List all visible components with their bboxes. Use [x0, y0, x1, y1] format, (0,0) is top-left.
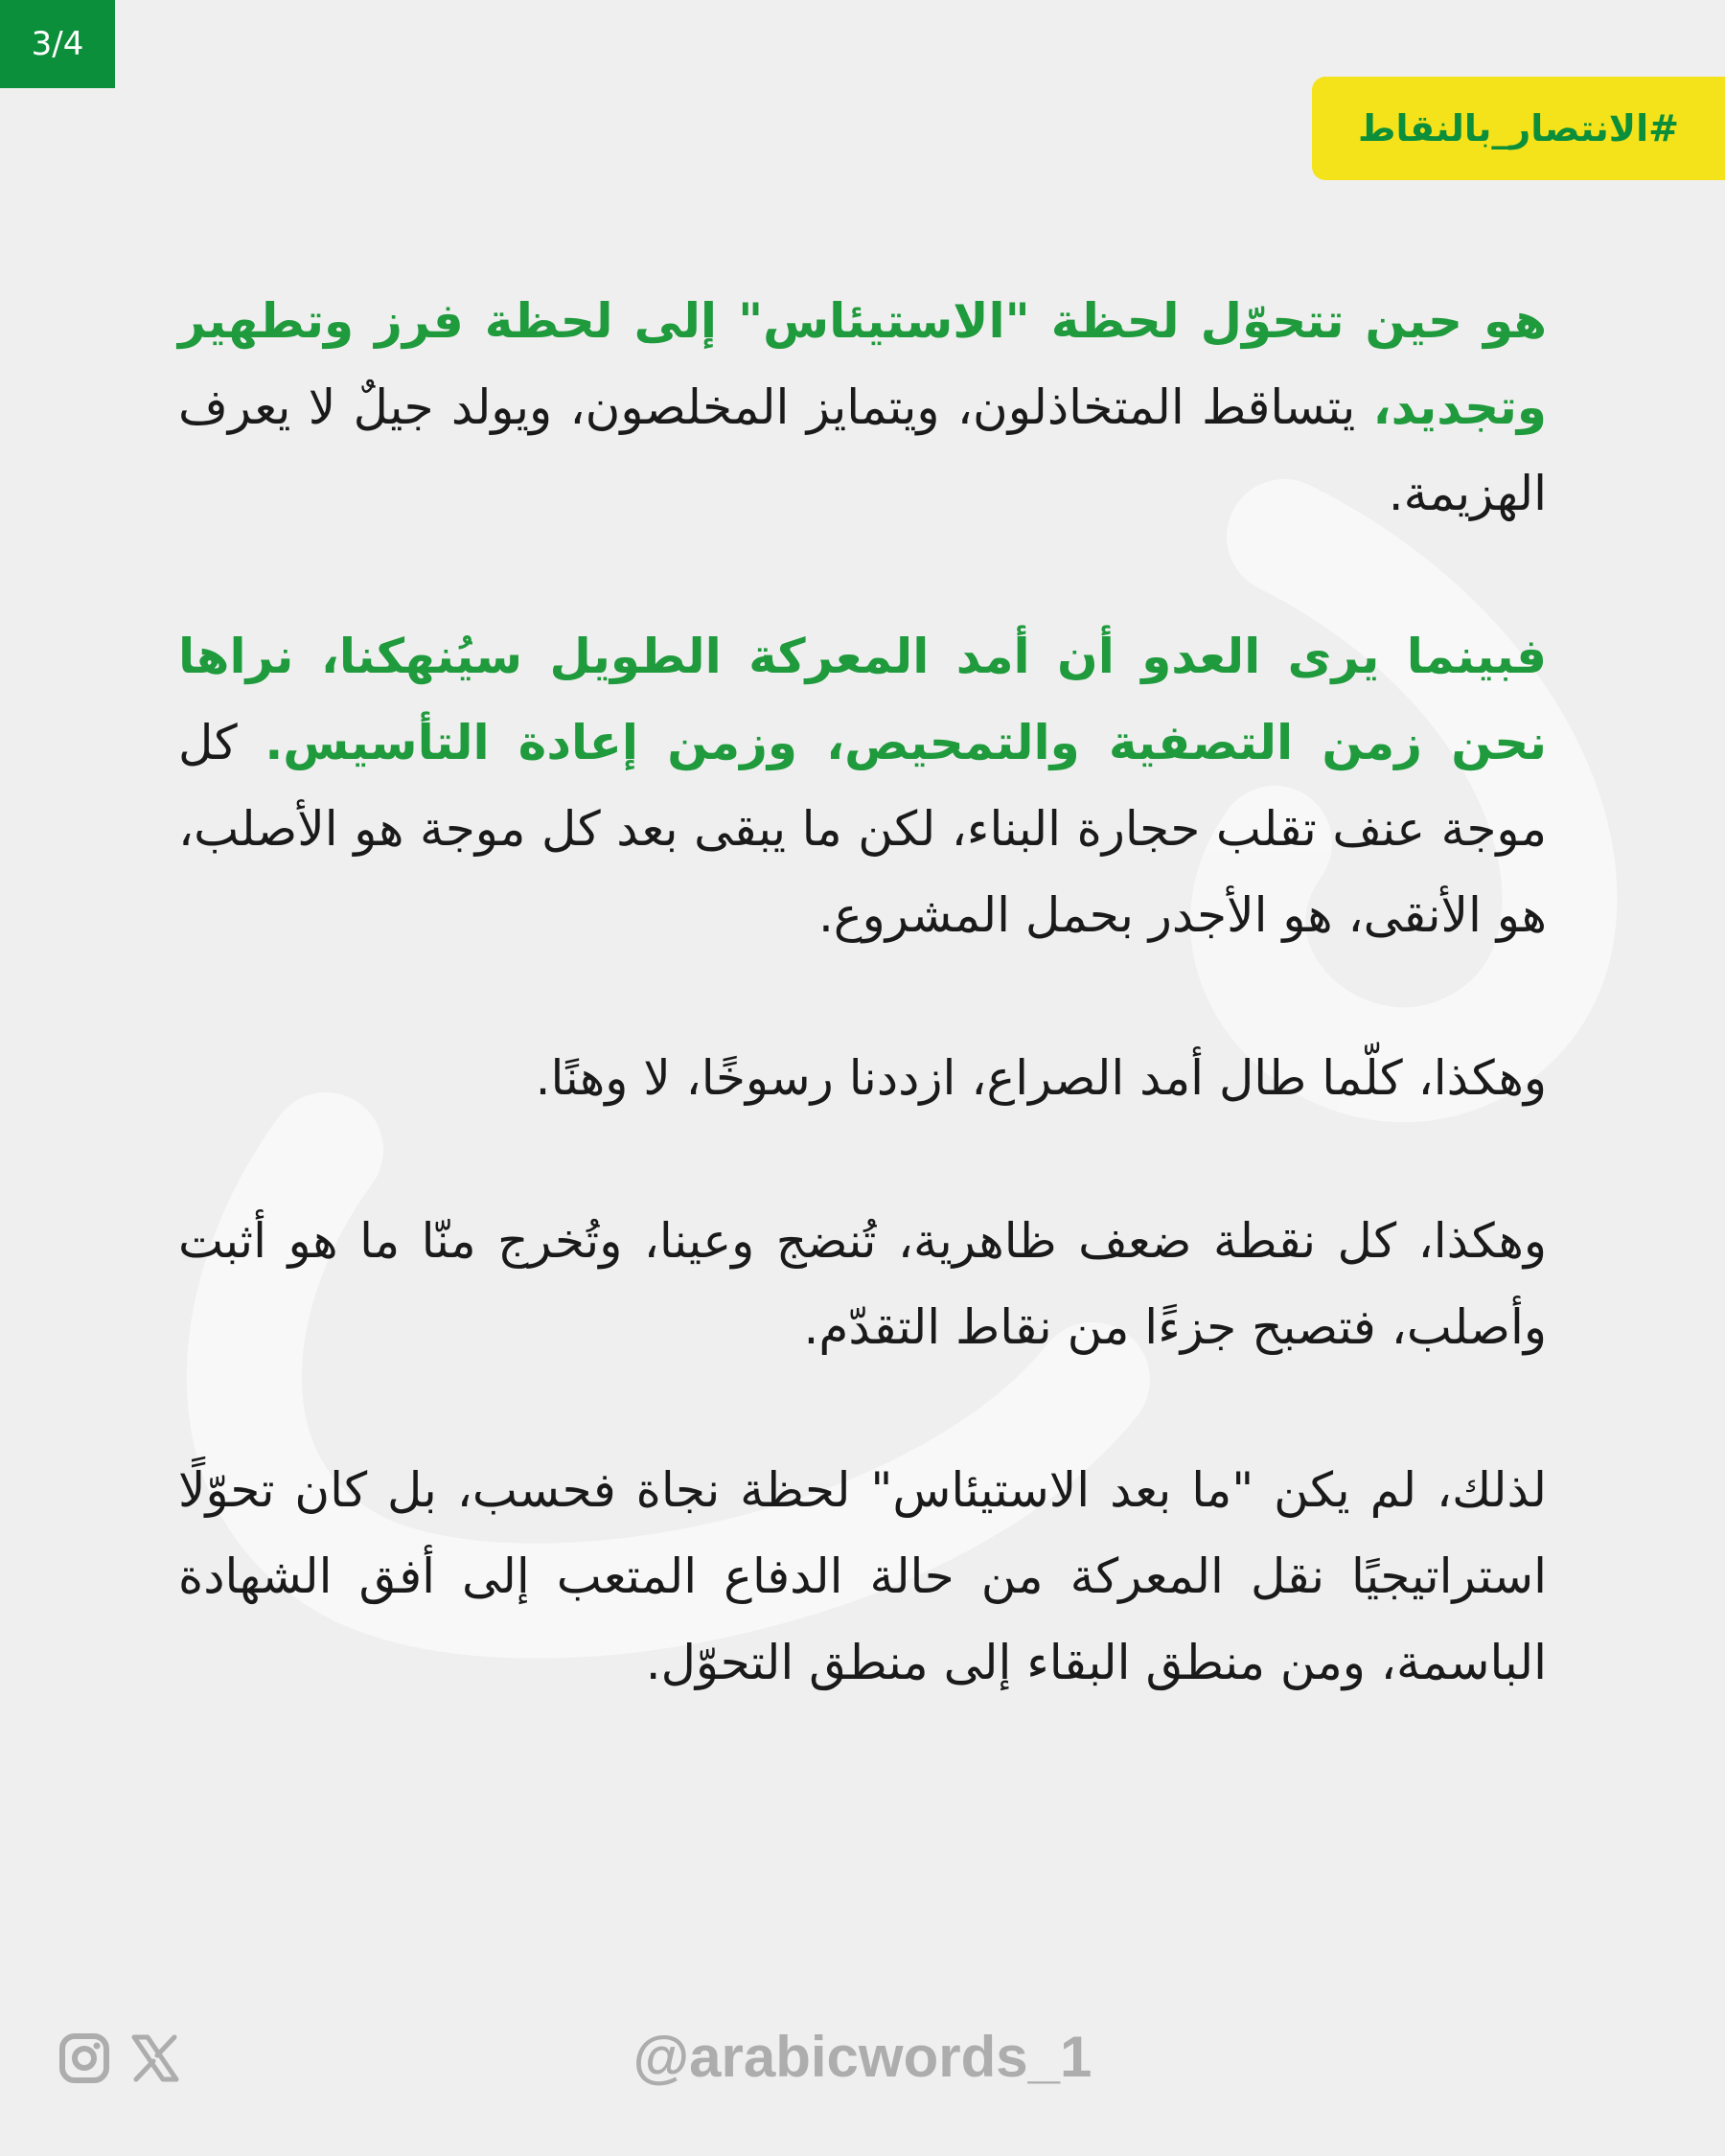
paragraph-3: وهكذا، كلّما طال أمد الصراع، ازددنا رسوخًا، لا وهنًا.	[535, 1050, 1547, 1106]
paragraph-5: لذلك، لم يكن "ما بعد الاستيئاس" لحظة نجاة فحسب، بل كان تحوّلًا استراتيجيًا نقل المعركة من حالة الدفاع المتعب إلى أفق الشهادة الباسمة، ومن منطق البقاء إلى منطق التحوّل.	[178, 1462, 1547, 1690]
hashtag-badge: #الانتصار_بالنقاط	[1312, 77, 1725, 180]
article-body	[178, 278, 1547, 1782]
account-handle[interactable]: @arabicwords_1	[632, 2025, 1092, 2089]
page-indicator: 3/4	[0, 0, 115, 88]
paragraph-4: وهكذا، كل نقطة ضعف ظاهرية، تُنضج وعينا، وتُخرج منّا ما هو أثبت وأصلب، فتصبح جزءًا من نقاط التقدّم.	[178, 1213, 1547, 1355]
paragraph-1	[178, 278, 1547, 537]
paragraph-2	[178, 613, 1547, 958]
paragraph-2-text: كل موجة عنف تقلب حجارة البناء، لكن ما يبقى بعد كل موجة هو الأصلب، هو الأنقى، هو الأجدر بحمل المشروع.	[178, 715, 1547, 943]
paragraph-1-highlight: هو حين تتحوّل لحظة "الاستيئاس" إلى لحظة فرز وتطهير وتجديد،	[178, 293, 1547, 435]
paragraph-2-highlight: فبينما يرى العدو أن أمد المعركة الطويل سيُنهكنا، نراها نحن زمن التصفية والتمحيص، وزمن إعادة التأسيس.	[178, 629, 1547, 770]
paragraph-1-text: يتساقط المتخاذلون، ويتمايز المخلصون، ويولد جيلٌ لا يعرف الهزيمة.	[178, 379, 1547, 521]
